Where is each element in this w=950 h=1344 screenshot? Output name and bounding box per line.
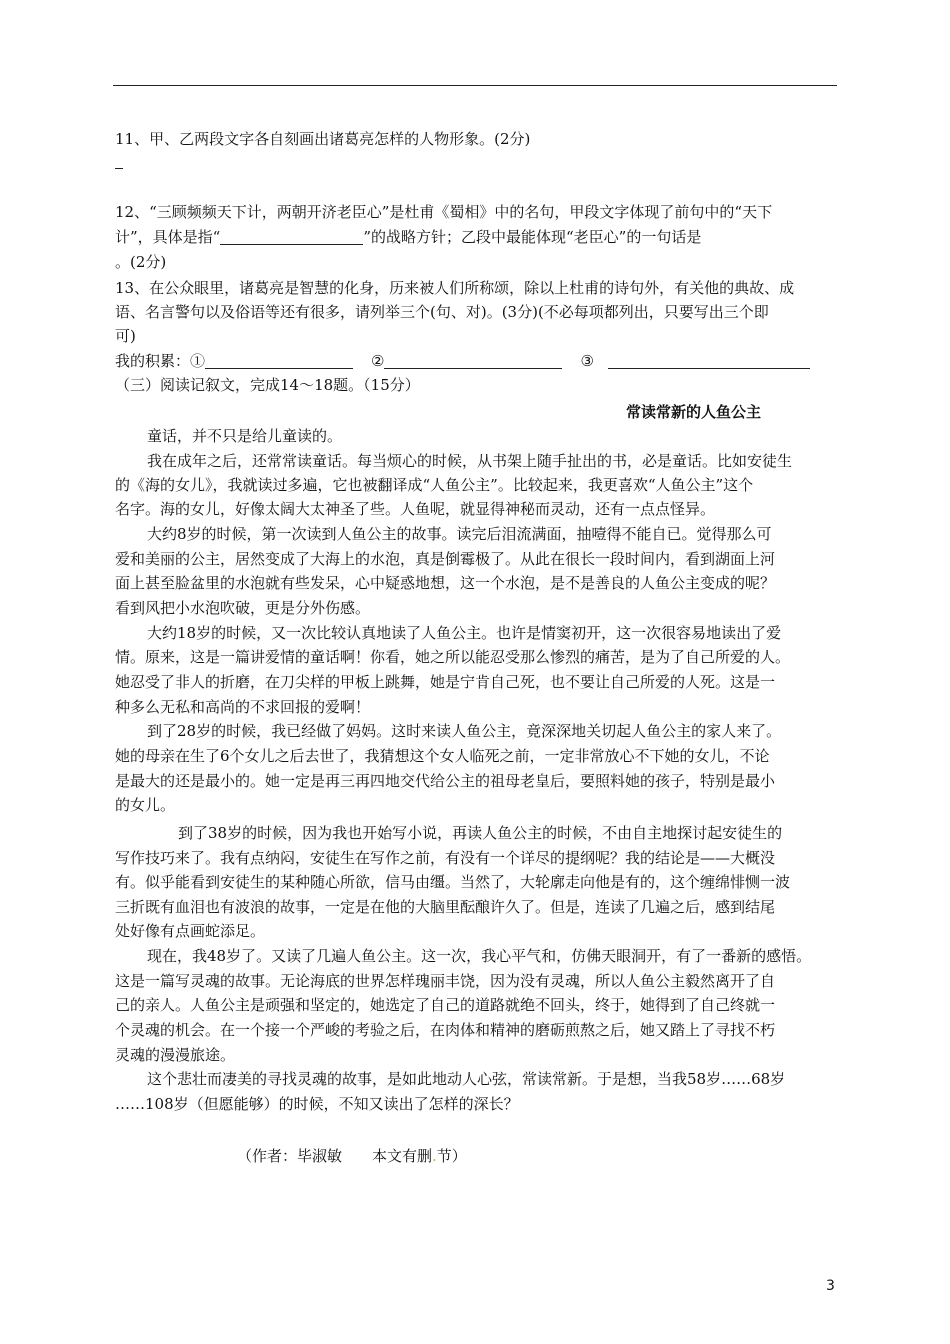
question-12-line-3: 。(2分) [115,253,167,271]
article-title: 常读常新的人鱼公主 [626,403,762,421]
question-11: 11、甲、乙两段文字各自刻画出诸葛亮怎样的人物形象。(2分) [115,130,531,148]
answer-blank-13-1[interactable] [205,352,353,369]
article-line: ……108岁（但愿能够）的时候，不知又读出了怎样的深长？ [115,1095,519,1113]
article-line: 种多么无私和高尚的不求回报的爱啊！ [115,698,371,716]
header-rule [113,85,837,86]
answer-blank-12a[interactable] [220,228,363,245]
answer-blank-13-3[interactable] [608,352,810,369]
article-line: 三折既有血泪也有波浪的故事，一定是在他的大脑里酝酿许久了。但是，连读了几遍之后，感到结尾 [115,898,776,916]
article-line: 的女儿。 [115,796,176,814]
article-line: 童话，并不只是给儿童读的。 [147,427,343,445]
article-byline [237,1145,467,1167]
article-line: 她忍受了非人的折磨，在刀尖样的甲板上跳舞，她是宁肯自己死，也不要让自己所爱的人死。这是一 [115,673,776,691]
article-line: 情。原来，这是一篇讲爱情的童话啊！你看，她之所以能忍受那么惨烈的痛苦，是为了自己所爱的人。 [115,648,791,666]
question-12-text-a: 计”，具体是指“ [115,228,221,246]
question-12-text-b: ”的战略方针；乙段中最能体现“老臣心”的一句话是 [363,228,702,246]
article-line: 大约8岁的时候，第一次读到人鱼公主的故事。读完后泪流满面，抽噎得不能自已。觉得那么可 [147,525,772,543]
article-line: 大约18岁的时候，又一次比较认真地读了人鱼公主。也许是情窦初开，这一次很容易地读出了爱 [147,624,782,642]
article-line: 的《海的女儿》，我就读过多遍，它也被翻译成“人鱼公主”。比较起来，我更喜欢“人鱼公主”这个 [115,476,754,494]
article-line: 现在，我48岁了。又读了几遍人鱼公主。这一次，我心平气和，仿佛天眼洞开，有了一番新的感悟。 [147,947,812,965]
article-line: 己的亲人。人鱼公主是顽强和坚定的，她选定了自己的道路就绝不回头，终于，她得到了自己终就一 [115,996,776,1014]
question-12-line-1: 12、“三顾频频天下计，两朝开济老臣心”是杜甫《蜀相》中的名句，甲段文字体现了前句中的“天下 [115,203,773,221]
article-line: 灵魂的漫漫旅途。 [115,1046,236,1064]
article-line: 这个悲壮而凄美的寻找灵魂的故事，是如此地动人心弦，常读常新。于是想，当我58岁……68岁 [147,1070,786,1088]
article-line: 写作技巧来了。我有点纳闷，安徒生在写作之前，有没有一个详尽的提纲呢？我的结论是——大概没 [115,849,776,867]
accumulation-marker-3: ③ [580,352,594,370]
article-line: 面上甚至脸盆里的水泡就有些发呆，心中疑惑地想，这一个水泡，是不是善良的人鱼公主变成的呢？ [115,574,776,592]
accumulation-row [115,350,810,372]
question-13-line-1: 13、在公众眼里，诸葛亮是智慧的化身，历来被人们所称颂，除以上杜甫的诗句外，有关他的典故、成 [115,279,795,297]
byline-text-b: 节） [436,1147,467,1165]
accumulation-label: 我的积累：① [115,352,206,370]
article-line: 个灵魂的机会。在一个接一个严峻的考验之后，在肉体和精神的磨砺煎熬之后，她又踏上了寻找不朽 [115,1021,776,1039]
article-line: 我在成年之后，还常常读童话。每当烦心的时候，从书架上随手扯出的书，必是童话。比如安徒生 [147,452,793,470]
question-13-line-2: 语、名言警句以及俗语等还有很多，请列举三个(句、对)。(3分)(不必每项都列出，只要写出三个即 [115,303,769,321]
question-13-line-3: 可) [115,327,136,345]
article-line: 是最大的还是最小的。她一定是再三再四地交代给公主的祖母老皇后，要照料她的孩子，特别是最小 [115,772,776,790]
article-line: 处好像有点画蛇添足。 [115,922,266,940]
section-heading: （三）阅读记叙文，完成14～18题。（15分） [115,376,420,394]
page-number: 3 [826,1278,835,1294]
byline-dot: . [432,1147,437,1165]
byline-text-a: （作者：毕淑敏 本文有删 [237,1147,433,1165]
article-line: 到了28岁的时候，我已经做了妈妈。这时来读人鱼公主，竟深深地关切起人鱼公主的家人来了。 [147,722,782,740]
answer-line-11 [115,168,123,169]
answer-blank-13-2[interactable] [384,352,562,369]
question-12-line-2 [115,226,701,248]
article-line: 看到风把小水泡吹破，更是分外伤感。 [115,599,371,617]
article-line: 有。似乎能看到安徒生的某种随心所欲，信马由缰。当然了，大轮廓走向他是有的，这个缠绵悱恻一波 [115,873,791,891]
article-line: 名字。海的女儿，好像太阔大太神圣了些。人鱼呢，就显得神秘而灵动，还有一点点怪异。 [115,500,716,518]
article-line: 爱和美丽的公主，居然变成了大海上的水泡，真是倒霉极了。从此在很长一段时间内，看到湖面上河 [115,550,776,568]
accumulation-marker-2: ② [371,352,385,370]
article-line: 到了38岁的时候，因为我也开始写小说，再读人鱼公主的时候，不由自主地探讨起安徒生的 [178,824,783,842]
article-line: 这是一篇写灵魂的故事。无论海底的世界怎样瑰丽丰饶，因为没有灵魂，所以人鱼公主毅然离开了自 [115,972,776,990]
article-line: 她的母亲在生了6个女儿之后去世了，我猜想这个女人临死之前，一定非常放心不下她的女儿，不论 [115,747,770,765]
